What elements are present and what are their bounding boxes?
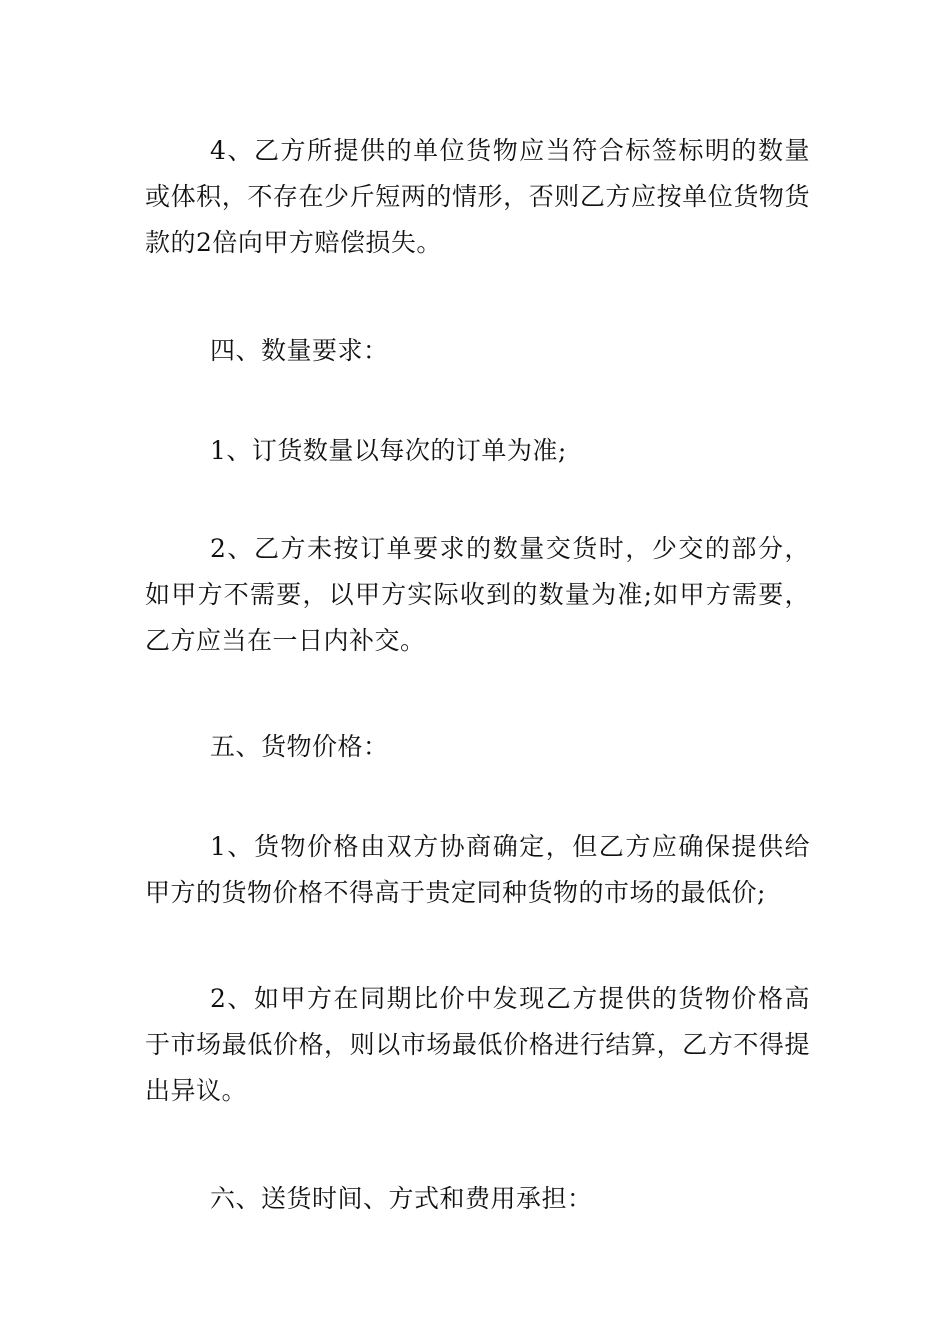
clause-3-4-paragraph: 4、乙方所提供的单位货物应当符合标签标明的数量或体积，不存在少斤短两的情形，否则乙方应按单位货物货款的2倍向甲方赔偿损失。 xyxy=(145,136,810,257)
clause-4-1-paragraph: 1、订货数量以每次的订单为准; xyxy=(210,436,567,465)
section-6-heading: 六、送货时间、方式和费用承担： xyxy=(210,1184,593,1213)
section-4-heading: 四、数量要求： xyxy=(210,336,389,365)
section-5-heading: 五、货物价格： xyxy=(210,732,389,761)
clause-5-2-paragraph: 2、如甲方在同期比价中发现乙方提供的货物价格高于市场最低价格，则以市场最低价格进行结算，乙方不得提出异议。 xyxy=(145,984,810,1105)
clause-5-1-paragraph: 1、货物价格由双方协商确定，但乙方应确保提供给甲方的货物价格不得高于贵定同种货物的市场的最低价; xyxy=(145,832,810,907)
clause-4-2-paragraph: 2、乙方未按订单要求的数量交货时，少交的部分，如甲方不需要，以甲方实际收到的数量为准;如甲方需要，乙方应当在一日内补交。 xyxy=(145,534,810,655)
